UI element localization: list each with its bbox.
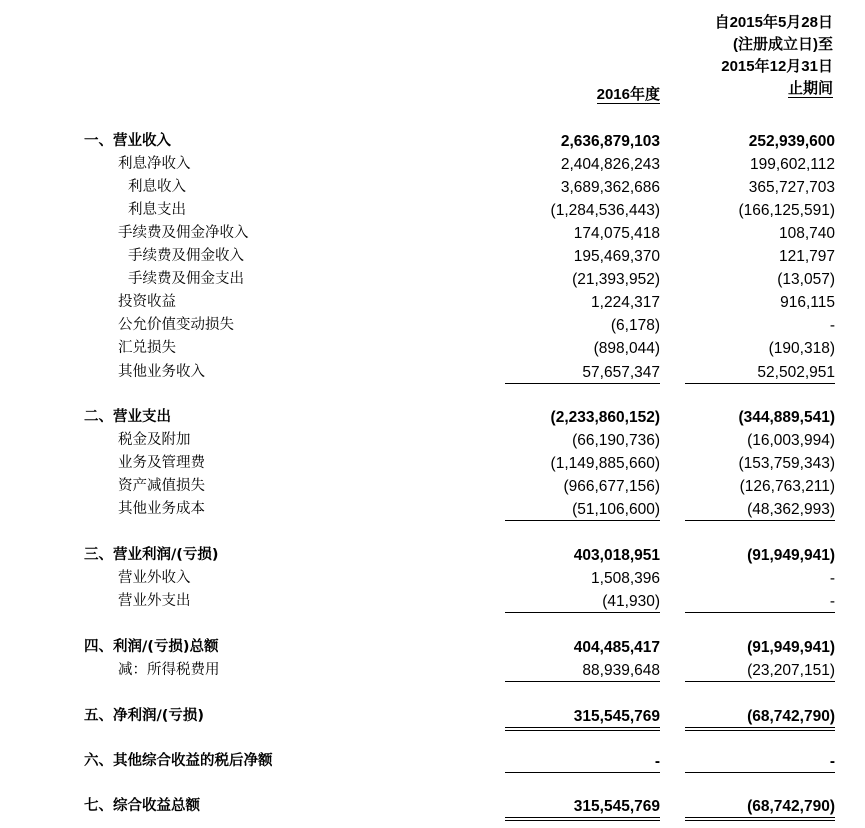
row-label: 二、营业支出 [84,409,171,425]
value-2015: - [829,317,835,334]
statement-row [0,750,865,773]
value-2016: 57,657,347 [582,364,660,381]
underline [685,727,835,728]
column-header-2016-text: 2016年度 [596,86,660,103]
value-2016: 195,469,370 [573,248,660,265]
underline [685,383,835,384]
underline [505,772,660,773]
underline [685,817,835,818]
value-2016: - [654,753,660,770]
value-2016: 88,939,648 [582,662,660,679]
value-2016: (51,106,600) [572,501,660,518]
underline [685,681,835,682]
value-2016: 403,018,951 [573,547,660,564]
underline [505,727,660,728]
statement-row [0,659,865,682]
row-label: 业务及管理费 [118,455,205,471]
value-2016: (21,393,952) [572,271,660,288]
underline [685,520,835,521]
double-underline [685,820,835,821]
statement-row [0,544,865,567]
row-label: 一、营业收入 [84,133,171,149]
value-2016: 2,636,879,103 [560,133,660,150]
value-2016: (41,930) [602,593,660,610]
column-header-2015-line: (注册成立日)至 [733,36,833,53]
underline [685,772,835,773]
value-2016: 315,545,769 [573,708,660,725]
statement-row [0,176,865,199]
value-2015: (190,318) [768,340,835,357]
column-header-2015 [640,12,833,100]
row-label: 三、营业利润/(亏损) [84,547,219,563]
statement-row [0,153,865,176]
statement-row [0,268,865,291]
row-label: 四、利润/(亏损)总额 [84,639,219,655]
statement-row [0,130,865,153]
row-label: 利息收入 [128,179,186,195]
row-label: 减：所得税费用 [118,662,220,678]
statement-row [0,199,865,222]
value-2015: (126,763,211) [739,478,835,495]
value-2015: (344,889,541) [738,409,835,426]
row-label: 手续费及佣金收入 [128,248,244,264]
statement-row [0,222,865,245]
value-2015: 916,115 [780,294,835,311]
row-label: 手续费及佣金净收入 [118,225,249,241]
statement-row [0,337,865,360]
value-2016: (6,178) [610,317,660,334]
column-header-2015-line: 2015年12月31日 [721,58,833,75]
row-label: 手续费及佣金支出 [128,271,244,287]
value-2016: (966,677,156) [563,478,660,495]
value-2015: (91,949,941) [747,639,835,656]
value-2015: (91,949,941) [747,547,835,564]
statement-row [0,291,865,314]
row-label: 资产减值损失 [118,478,205,494]
row-label: 利息支出 [128,202,186,218]
value-2015: (48,362,993) [747,501,835,518]
statement-row [0,498,865,521]
value-2016: 1,224,317 [591,294,660,311]
statement-row [0,475,865,498]
row-label: 其他业务成本 [118,501,205,517]
value-2016: 1,508,396 [591,570,660,587]
value-2015: - [829,593,835,610]
statement-row [0,361,865,384]
double-underline [505,820,660,821]
value-2016: 2,404,826,243 [560,156,660,173]
row-label: 六、其他综合收益的税后净额 [84,753,273,769]
value-2016: (66,190,736) [572,432,660,449]
value-2015: 252,939,600 [748,133,835,150]
value-2015: (68,742,790) [747,708,835,725]
value-2016: 3,689,362,686 [560,179,660,196]
value-2015: 52,502,951 [757,364,835,381]
value-2015: (68,742,790) [747,798,835,815]
row-label: 其他业务收入 [118,364,205,380]
row-label: 营业外收入 [118,570,191,586]
underline [505,817,660,818]
underline [505,520,660,521]
value-2016: 174,075,418 [573,225,660,242]
statement-row [0,314,865,337]
row-label: 汇兑损失 [118,340,176,356]
column-header-2015-line: 止期间 [787,80,833,97]
value-2015: (153,759,343) [738,455,835,472]
row-label: 七、综合收益总额 [84,798,200,814]
statement-row [0,406,865,429]
statement-row [0,795,865,818]
statement-row [0,452,865,475]
value-2015: (23,207,151) [747,662,835,679]
underline [685,612,835,613]
statement-row [0,636,865,659]
underline [505,383,660,384]
row-label: 税金及附加 [118,432,191,448]
underline [505,681,660,682]
value-2015: (166,125,591) [738,202,835,219]
column-header-2016 [470,84,660,106]
statement-row [0,429,865,452]
value-2015: 121,797 [778,248,835,265]
value-2016: (1,284,536,443) [550,202,660,219]
statement-row [0,567,865,590]
row-label: 营业外支出 [118,593,191,609]
value-2015: 365,727,703 [748,179,835,196]
value-2015: - [829,570,835,587]
row-label: 公允价值变动损失 [118,317,234,333]
value-2015: - [829,753,835,770]
value-2016: 315,545,769 [573,798,660,815]
column-header-2015-line: 自2015年5月28日 [714,14,833,31]
row-label: 利息净收入 [118,156,191,172]
value-2016: (1,149,885,660) [550,455,660,472]
statement-row [0,590,865,613]
value-2015: 108,740 [778,225,835,242]
statement-row [0,705,865,728]
statement-row [0,245,865,268]
row-label: 五、净利润/(亏损) [84,708,205,724]
double-underline [685,730,835,731]
value-2015: (13,057) [777,271,835,288]
value-2016: 404,485,417 [573,639,660,656]
value-2015: (16,003,994) [747,432,835,449]
value-2015: 199,602,112 [749,156,835,173]
double-underline [505,730,660,731]
underline [505,612,660,613]
value-2016: (2,233,860,152) [550,409,660,426]
value-2016: (898,044) [593,340,660,357]
row-label: 投资收益 [118,294,176,310]
